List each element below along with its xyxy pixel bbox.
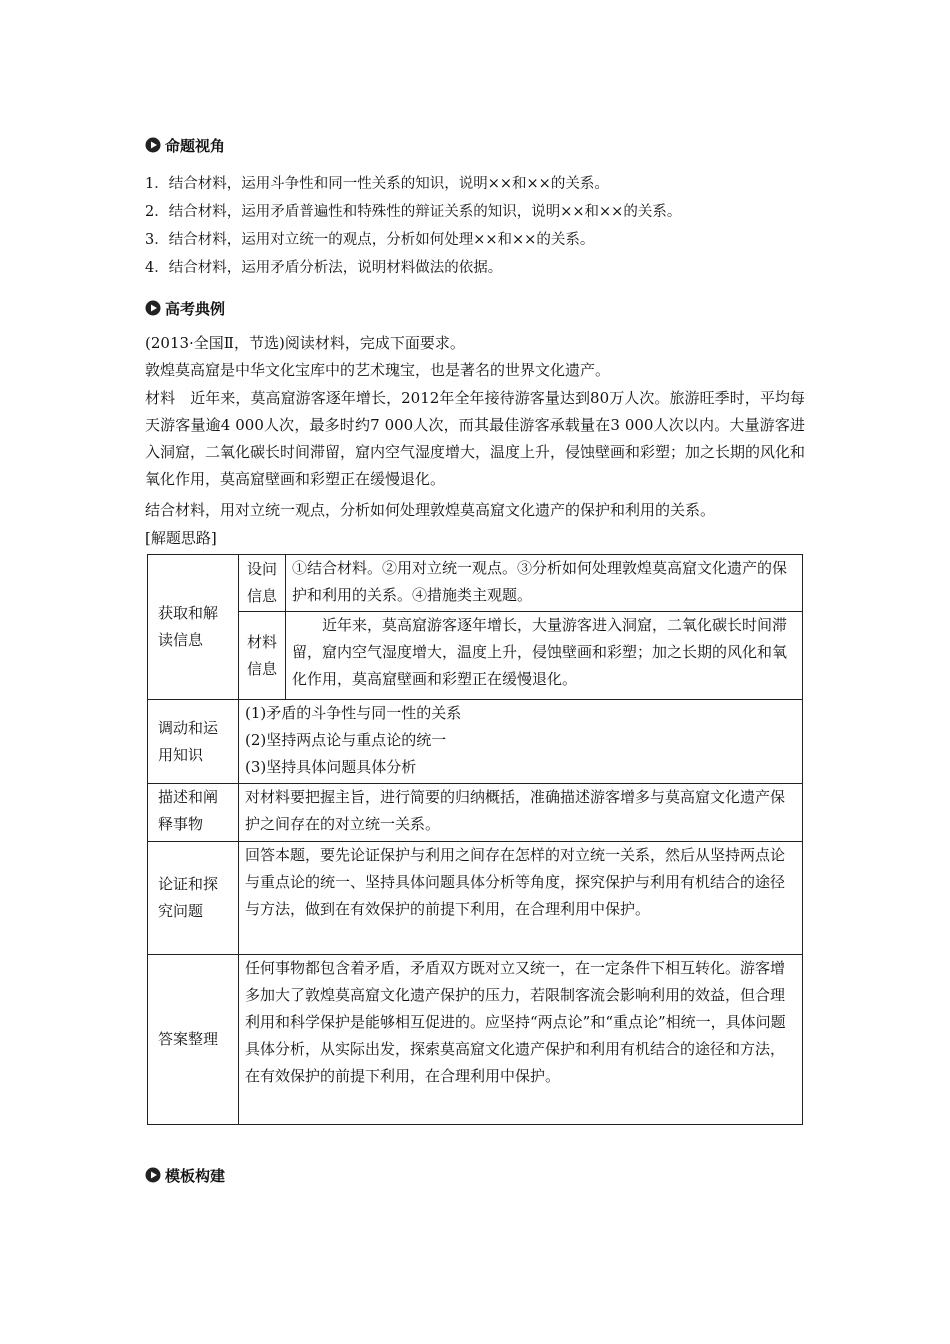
section-title: 高考典例 (165, 299, 226, 318)
material-info-text: 近年来，莫高窟游客逐年增长，大量游客进入洞窟，二氧化碳长时间滞留，窟内空气湿度增大，温度上升，侵蚀壁画和彩塑；加之长期的风化和氧化作用，莫高窟壁画和彩塑正在缓慢退化。 (286, 612, 803, 700)
describe-text: 对材料要把握主旨，进行简要的归纳概括，准确描述游客增多与莫高窟文化遗产保护之间存在的对立统一关系。 (239, 784, 803, 842)
example-intro: 敦煌莫高窟是中华文化宝库中的艺术瑰宝，也是著名的世界文化遗产。 (145, 361, 611, 379)
angle-item: 1．结合材料，运用斗争性和同一性关系的知识，说明××和××的关系。 (145, 176, 609, 192)
play-circle-icon (145, 300, 161, 316)
angle-item: 2．结合材料，运用矛盾普遍性和特殊性的辩证关系的知识，说明××和××的关系。 (145, 204, 682, 220)
question-info-label: 设问信息 (239, 555, 286, 612)
angle-item: 3．结合材料，运用对立统一的观点，分析如何处理××和××的关系。 (145, 232, 595, 248)
angle-item: 4．结合材料，运用矛盾分析法，说明材料做法的依据。 (145, 260, 503, 276)
example-question: 结合材料，用对立统一观点，分析如何处理敦煌莫高窟文化遗产的保护和利用的关系。 (145, 501, 716, 519)
argue-text: 回答本题，要先论证保护与利用之间存在怎样的对立统一关系，然后从坚持两点论与重点论的统一、坚持具体问题具体分析等角度，探究保护与利用有机结合的途径与方法，做到在有效保护的前提下利用，在合理利用中保护。 (239, 842, 803, 955)
category-knowledge: 调动和运用知识 (148, 700, 239, 784)
question-info-text: ①结合材料。②用对立统一观点。③分析如何处理敦煌莫高窟文化遗产的保护和利用的关系。④措施类主观题。 (286, 555, 803, 612)
category-describe: 描述和阐释事物 (148, 784, 239, 842)
play-circle-icon (145, 137, 161, 153)
category-answer: 答案整理 (148, 955, 239, 1125)
category-argue: 论证和探究问题 (148, 842, 239, 955)
knowledge-item: (3)坚持具体问题具体分析 (245, 758, 417, 776)
section-heading-example (145, 296, 225, 320)
solution-table (147, 554, 803, 1125)
section-title: 模板构建 (165, 1166, 226, 1185)
section-heading-template (145, 1163, 225, 1187)
knowledge-list (239, 700, 803, 784)
section-heading-angle (145, 133, 225, 157)
category-acquire: 获取和解读信息 (148, 555, 239, 700)
knowledge-item: (1)矛盾的斗争性与同一性的关系 (245, 704, 462, 722)
play-circle-icon (145, 1167, 161, 1183)
section-title: 命题视角 (165, 136, 226, 155)
example-material: 材料 近年来，莫高窟游客逐年增长，2012年全年接待游客量达到80万人次。旅游旺季时，平均每天游客量逾4 000人次，最多时约7 000人次，而其最佳游客承载量在3 000人次以内。大量游客进入洞窟，二氧化碳长时间滞留，窟内空气湿度增大，温度上升，侵蚀壁画和彩塑；加之长期的风化和氧化作用，莫高窟壁画和彩塑正在缓慢退化。 (145, 389, 806, 488)
knowledge-item: (2)坚持两点论与重点论的统一 (245, 731, 447, 749)
answer-text: 任何事物都包含着矛盾，矛盾双方既对立又统一，在一定条件下相互转化。游客增多加大了敦煌莫高窟文化遗产保护的压力，若限制客流会影响利用的效益，但合理利用和科学保护是能够相互促进的。应坚持“两点论”和“重点论”相统一，具体问题具体分析，从实际出发，探索莫高窟文化遗产保护和利用有机结合的途径和方法，在有效保护的前提下利用，在合理利用中保护。 (239, 955, 803, 1125)
material-info-label: 材料信息 (239, 612, 286, 700)
thinking-label: [解题思路] (145, 529, 217, 547)
example-source: (2013·全国Ⅱ，节选)阅读材料，完成下面要求。 (145, 334, 465, 352)
